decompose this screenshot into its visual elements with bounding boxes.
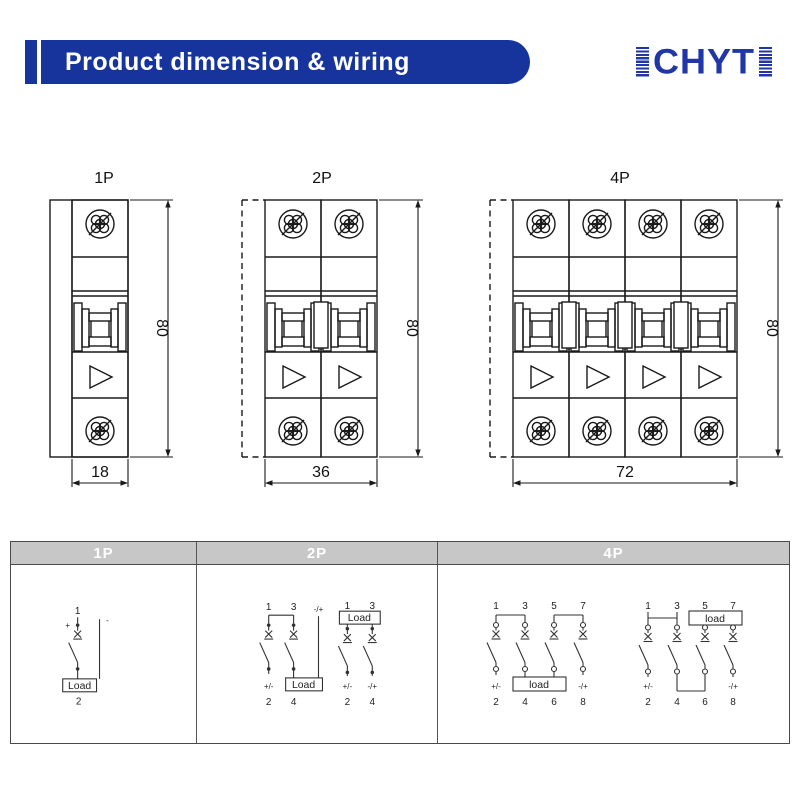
breaker-pole-face — [681, 200, 737, 457]
polarity-label: +/- — [342, 681, 353, 691]
height-dimension-1p — [130, 200, 173, 457]
wiring-2p-left — [260, 602, 324, 708]
dim-width-label: 72 — [616, 464, 634, 481]
terminal-label: 4 — [522, 697, 528, 708]
terminal-label: 3 — [290, 602, 297, 614]
drawing-2p-label: 2P — [312, 170, 332, 187]
breaker-contact-symbol — [639, 625, 653, 674]
polarity-label: +/- — [643, 682, 653, 691]
terminal-label: 7 — [730, 601, 736, 612]
wiring-cell-4p — [438, 565, 789, 743]
breaker-body-2p — [242, 200, 377, 457]
terminal-label: 8 — [730, 697, 736, 708]
breaker-body-1p — [50, 200, 128, 457]
breaker-contact-symbol — [668, 625, 682, 674]
height-dimension-2p — [379, 200, 423, 457]
breaker-pole-face — [321, 200, 377, 457]
wiring-table-body — [11, 565, 789, 743]
breaker-contact-symbol — [724, 625, 738, 674]
terminal-label: 4 — [369, 696, 376, 708]
breaker-pole-face — [513, 200, 569, 457]
wiring-diagram-2p — [197, 565, 437, 743]
breaker-pole-face — [569, 200, 625, 457]
dim-width-label: 18 — [91, 464, 109, 481]
breaker-contact-symbol — [487, 623, 501, 672]
breaker-pole-face — [625, 200, 681, 457]
load-label: Load — [291, 679, 316, 691]
terminal-label: 3 — [369, 601, 376, 613]
breaker-contact-symbol — [69, 623, 82, 670]
terminal-label: 1 — [344, 601, 351, 613]
banner-accent-bar — [25, 40, 37, 84]
polarity-label: -/+ — [313, 605, 324, 615]
wiring-header-2p: 2P — [197, 542, 438, 564]
handle-tie — [674, 302, 688, 348]
terminal-label: 5 — [702, 601, 708, 612]
breaker-pole-face — [72, 200, 128, 457]
polarity-label: - — [106, 616, 109, 626]
polarity-label: + — [65, 621, 71, 631]
breaker-contact-symbol — [696, 625, 710, 674]
dim-width-label: 36 — [312, 464, 330, 481]
load-label: Load — [347, 613, 371, 625]
wiring-header-1p: 1P — [11, 542, 197, 564]
terminal-label: 5 — [551, 601, 557, 612]
terminal-label: 2 — [493, 697, 499, 708]
dim-height-label: 80 — [403, 319, 420, 337]
wiring-diagram-1p — [11, 565, 196, 743]
drawing-4p — [480, 165, 790, 495]
terminal-label: 1 — [265, 602, 272, 614]
breaker-contact-symbol — [545, 623, 559, 672]
wiring-cell-1p — [11, 565, 197, 743]
terminal-label: 1 — [645, 601, 651, 612]
breaker-body-4p — [490, 200, 737, 457]
handle-tie — [618, 302, 632, 348]
terminal-label: 1 — [74, 606, 81, 618]
terminal-label: 6 — [551, 697, 557, 708]
breaker-contact-symbol — [285, 623, 298, 670]
wiring-diagram-4p — [438, 565, 789, 743]
wiring-4p-right — [639, 601, 742, 708]
load-label: Load — [68, 680, 92, 692]
drawing-2p — [235, 165, 435, 495]
terminal-label: 2 — [75, 696, 82, 708]
drawing-1p — [40, 165, 180, 495]
terminal-label: 2 — [344, 696, 351, 708]
handle-tie — [562, 302, 576, 348]
drawing-1p-label: 1P — [94, 170, 114, 187]
wiring-2p-right — [338, 601, 380, 708]
polarity-label: +/- — [263, 681, 274, 691]
logo-stripes-right-icon — [759, 47, 772, 77]
terminal-label: 4 — [290, 696, 297, 708]
wiring-4p-left — [487, 601, 588, 708]
wiring-table-header — [11, 542, 789, 565]
terminal-label: 8 — [580, 697, 586, 708]
brand-name: CHYT — [653, 41, 755, 82]
terminal-label: 7 — [580, 601, 586, 612]
dim-height-label: 80 — [153, 319, 170, 337]
polarity-label: +/- — [491, 682, 501, 691]
brand-logo — [636, 41, 772, 82]
drawing-4p-label: 4P — [610, 170, 630, 187]
breaker-contact-symbol — [260, 623, 273, 670]
logo-stripes-left-icon — [636, 47, 649, 77]
breaker-contact-symbol — [338, 627, 351, 674]
height-dimension-4p — [739, 200, 783, 457]
wiring-header-4p: 4P — [603, 544, 624, 562]
polarity-label: -/+ — [367, 681, 378, 691]
wiring-table — [10, 541, 790, 744]
terminal-label: 3 — [522, 601, 528, 612]
page-title: Product dimension & wiring — [65, 47, 410, 76]
header-banner — [41, 40, 530, 84]
load-label: load — [705, 613, 725, 625]
breaker-contact-symbol — [516, 623, 530, 672]
wiring-cell-2p — [197, 565, 438, 743]
terminal-label: 2 — [265, 696, 272, 708]
dim-height-label: 80 — [763, 319, 780, 337]
polarity-label: -/+ — [728, 682, 738, 691]
breaker-contact-symbol — [574, 623, 588, 672]
terminal-label: 3 — [674, 601, 680, 612]
handle-tie — [314, 302, 328, 348]
terminal-label: 2 — [645, 697, 651, 708]
width-dimension-2p — [265, 459, 377, 487]
width-dimension-4p — [513, 459, 737, 487]
terminal-label: 1 — [493, 601, 499, 612]
terminal-label: 6 — [702, 697, 708, 708]
terminal-label: 4 — [674, 697, 680, 708]
width-dimension-1p — [72, 459, 128, 487]
breaker-contact-symbol — [363, 627, 376, 674]
breaker-pole-face — [265, 200, 321, 457]
polarity-label: -/+ — [578, 682, 588, 691]
load-label: load — [529, 679, 549, 691]
